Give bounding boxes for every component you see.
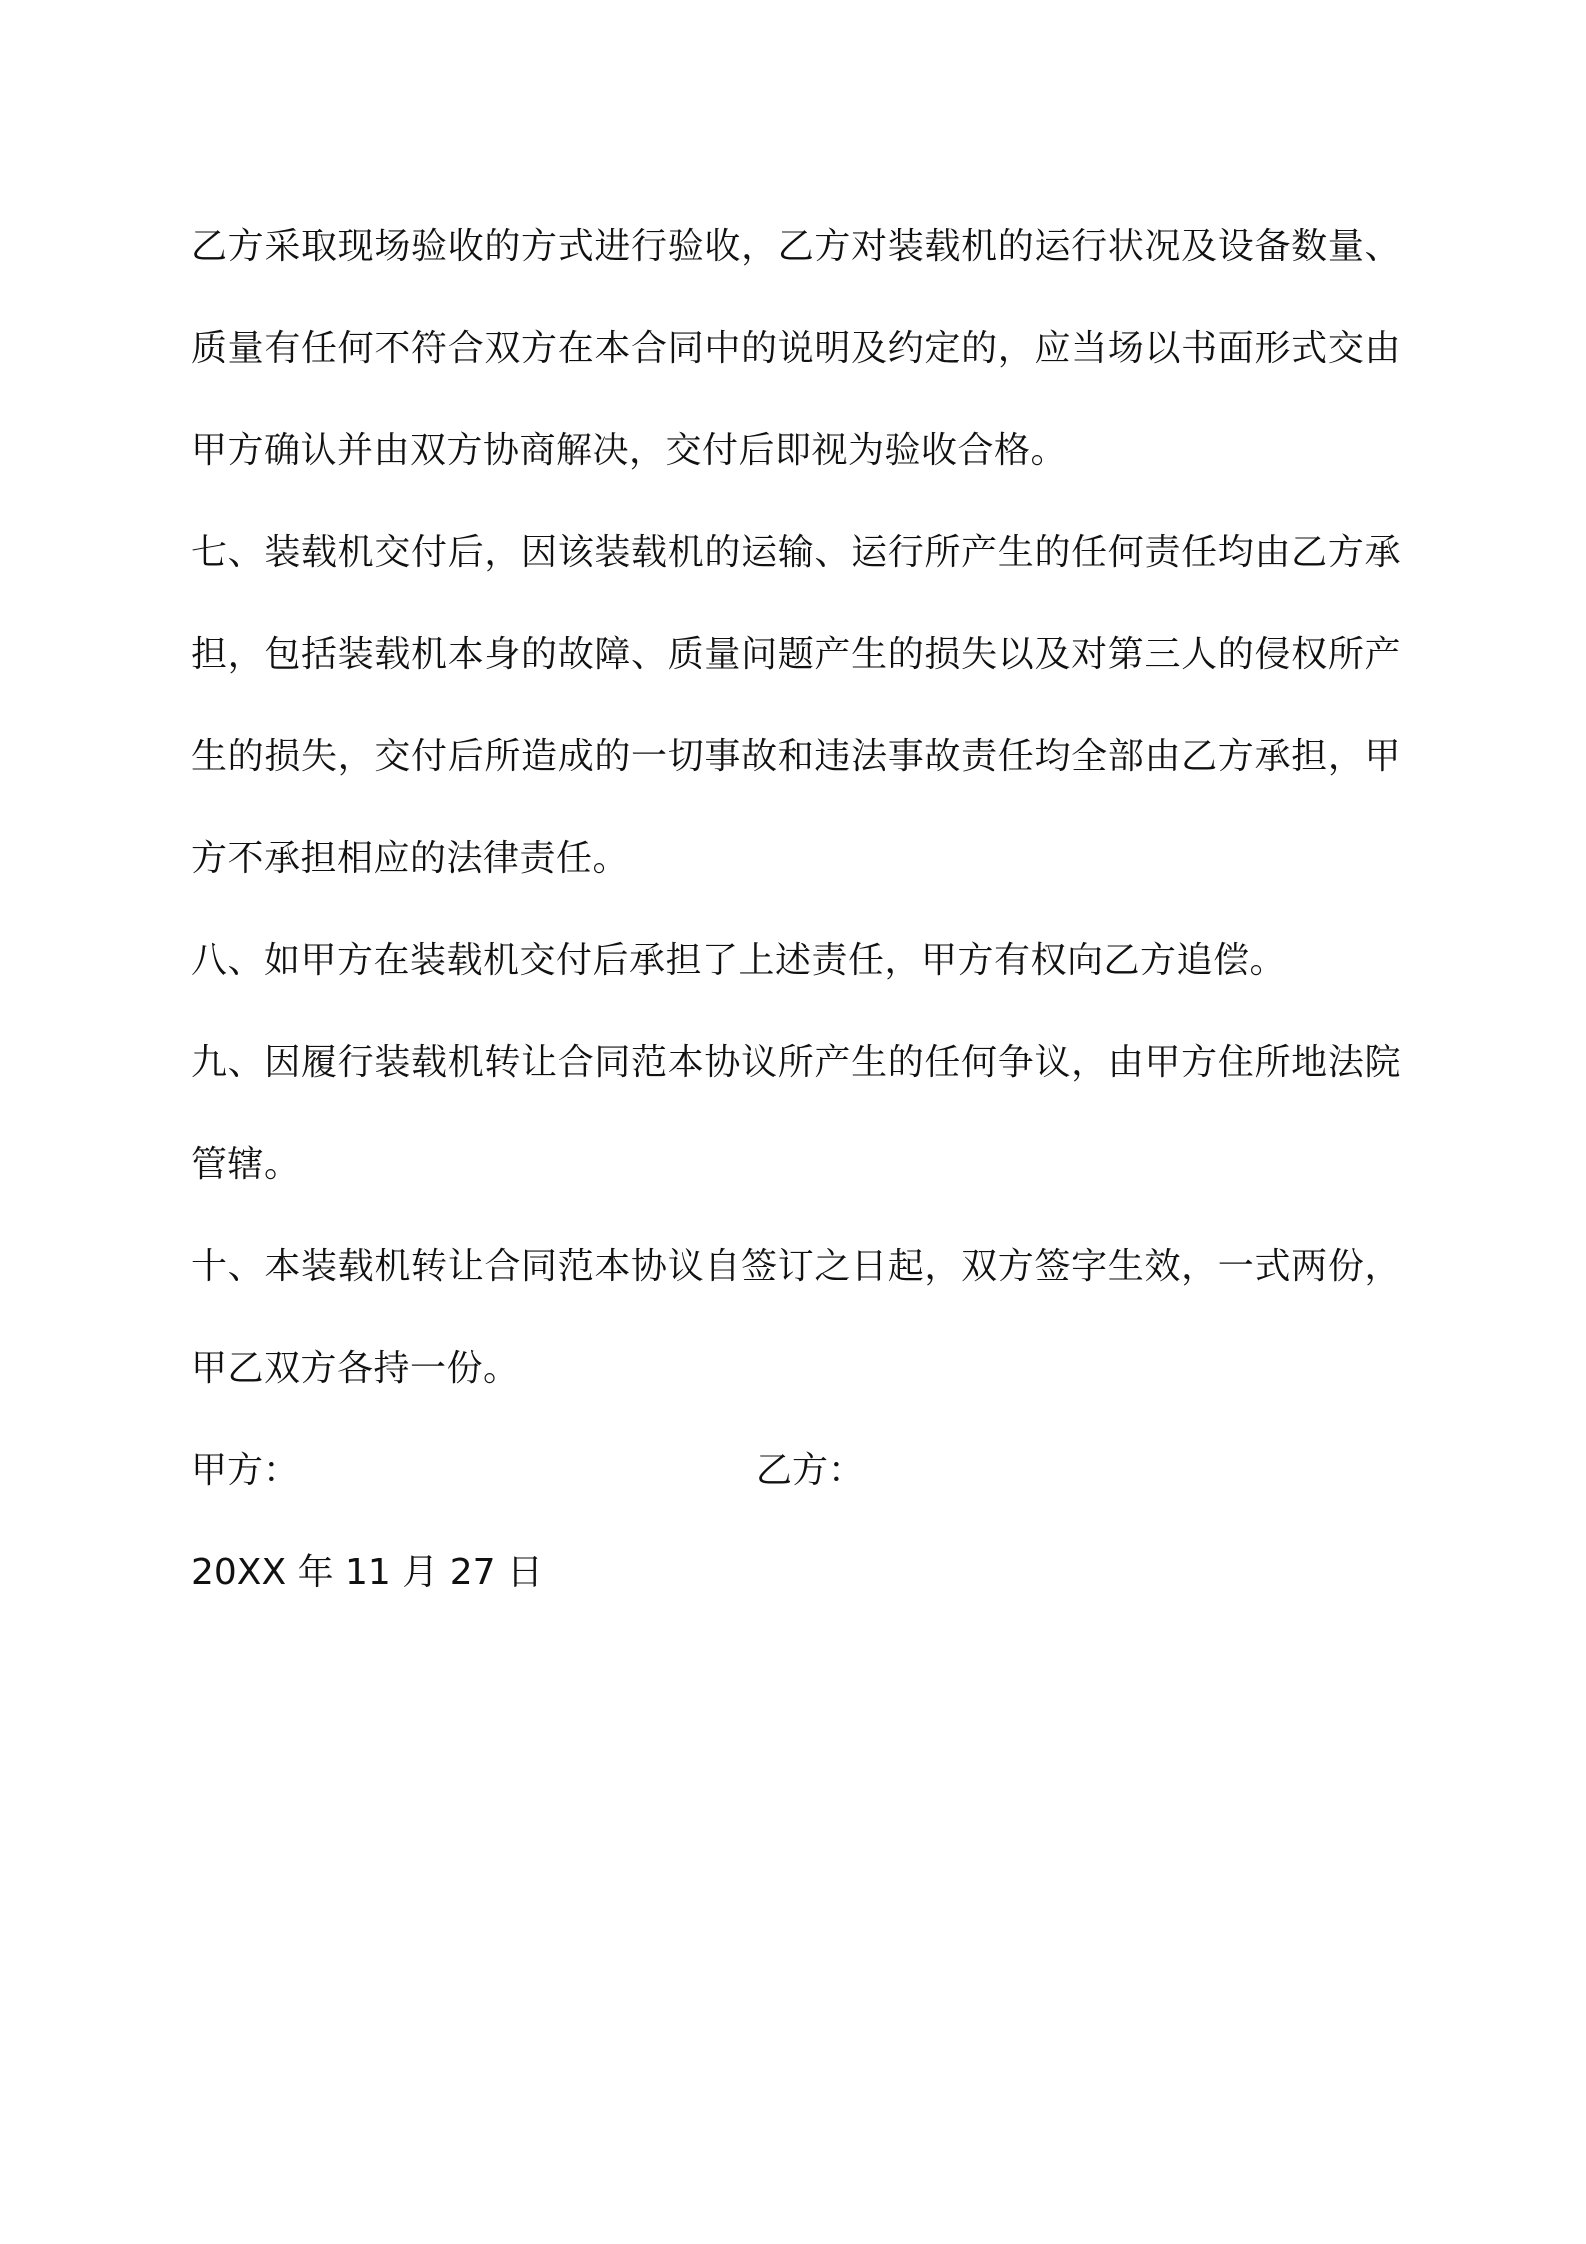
paragraph-clause-9: 九、因履行装载机转让合同范本协议所产生的任何争议，由甲方住所地法院管辖。: [191, 1042, 1401, 1185]
document-body: [191, 196, 1401, 1624]
party-a-label: 甲方：: [191, 1450, 300, 1491]
signature-row: [191, 1420, 1401, 1522]
contract-date: 20XX 年 11 月 27 日: [191, 1552, 543, 1593]
party-b-label: 乙方：: [756, 1450, 865, 1491]
paragraph-clause-7: 七、装载机交付后，因该装载机的运输、运行所产生的任何责任均由乙方承担，包括装载机本身的故障、质量问题产生的损失以及对第三人的侵权所产生的损失，交付后所造成的一切事故和违法事故责任均全部由乙方承担，甲方不承担相应的法律责任。: [191, 532, 1401, 879]
paragraph-clause-8: 八、如甲方在装载机交付后承担了上述责任，甲方有权向乙方追偿。: [191, 940, 1287, 981]
paragraph-clause-10: 十、本装载机转让合同范本协议自签订之日起，双方签字生效，一式两份，甲乙双方各持一份。: [191, 1246, 1401, 1389]
paragraph-acceptance: 乙方采取现场验收的方式进行验收，乙方对装载机的运行状况及设备数量、质量有任何不符合双方在本合同中的说明及约定的，应当场以书面形式交由甲方确认并由双方协商解决，交付后即视为验收合格。: [191, 226, 1401, 471]
